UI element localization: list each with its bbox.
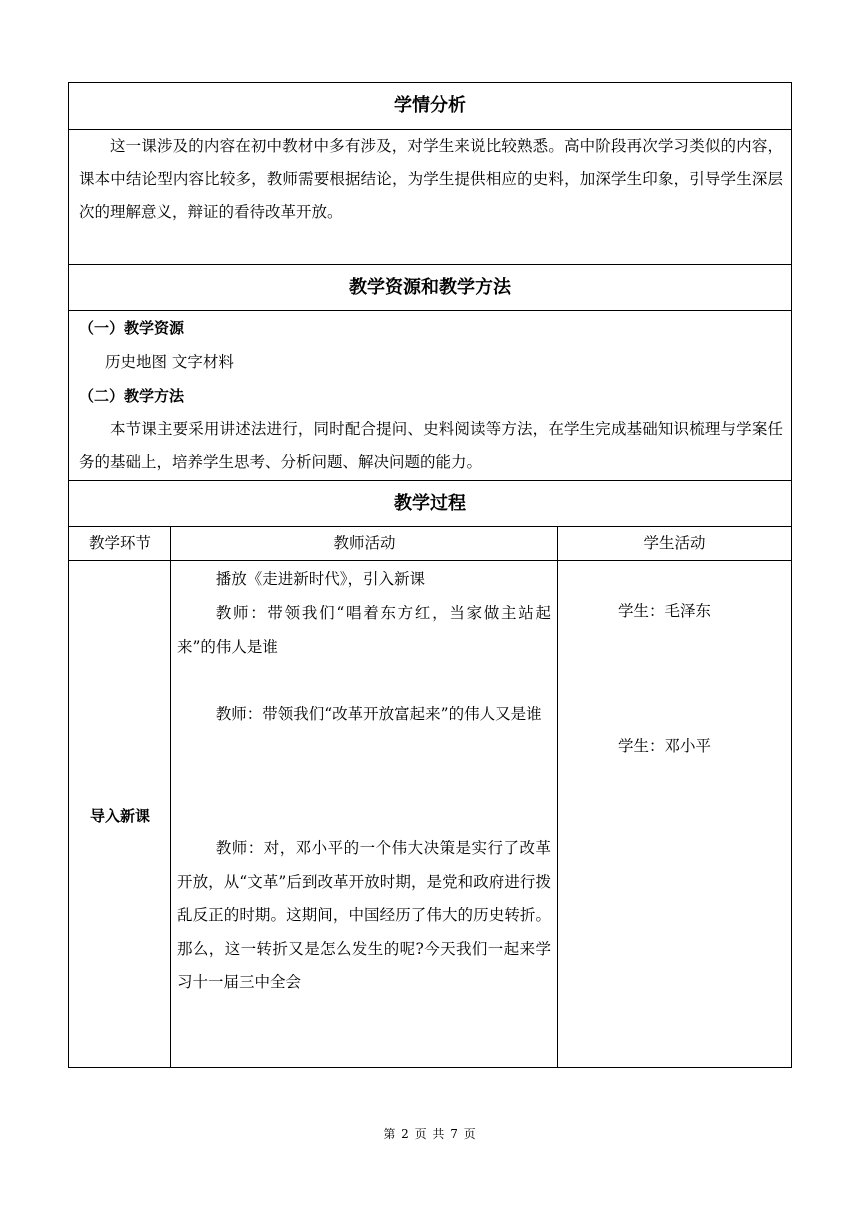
methods-heading: （二）教学方法: [79, 387, 185, 405]
column-header-stage: 教学环节: [88, 534, 151, 552]
methods-text: 本节课主要采用讲述法进行，同时配合提问、史料阅读等方法，在学生完成基础知识梳理与学案任务的基础上，培养学生思考、分析问题、解决问题的能力。: [79, 420, 783, 471]
learning-analysis-text: 这一课涉及的内容在初中教材中多有涉及，对学生来说比较熟悉。高中阶段再次学习类似的内容，课本中结论型内容比较多，教师需要根据结论，为学生提供相应的史料，加深学生印象，引导学生深层次的理解意义，辩证的看待改革开放。: [79, 137, 783, 221]
teacher-activity-line: 教师：对，邓小平的一个伟大决策是实行了改革开放，从“文革”后到改革开放时期，是党和政府进行拨乱反正的时期。这期间，中国经历了伟大的历史转折。那么，这一转折又是怎么发生的呢?今天我们一起来学习十一届三中全会: [177, 839, 551, 991]
student-answer: 学生：毛泽东: [618, 602, 712, 620]
teacher-activity-line: 播放《走进新时代》，引入新课: [215, 570, 426, 588]
teacher-activity-line: 教师：带领我们“改革开放富起来”的伟人又是谁: [215, 705, 542, 723]
learning-analysis-title: 学情分析: [394, 95, 466, 116]
column-header-teacher: 教师活动: [333, 534, 396, 552]
page-footer: 第 2 页 共 7 页: [383, 1127, 477, 1141]
student-answer: 学生：邓小平: [618, 737, 712, 755]
process-title: 教学过程: [394, 493, 466, 514]
lesson-plan-table: [68, 82, 792, 1068]
column-divider: [170, 526, 171, 1067]
teacher-activity-line: 教师：带领我们“唱着东方红，当家做主站起来”的伟人是谁: [177, 604, 551, 656]
column-divider: [557, 526, 558, 1067]
divider: [69, 560, 791, 561]
stage-label: 导入新课: [89, 807, 150, 825]
column-header-student: 学生活动: [643, 534, 706, 552]
resources-heading: （一）教学资源: [79, 319, 185, 337]
resources-methods-title: 教学资源和教学方法: [349, 277, 511, 298]
resources-text: 历史地图 文字材料: [105, 353, 234, 371]
